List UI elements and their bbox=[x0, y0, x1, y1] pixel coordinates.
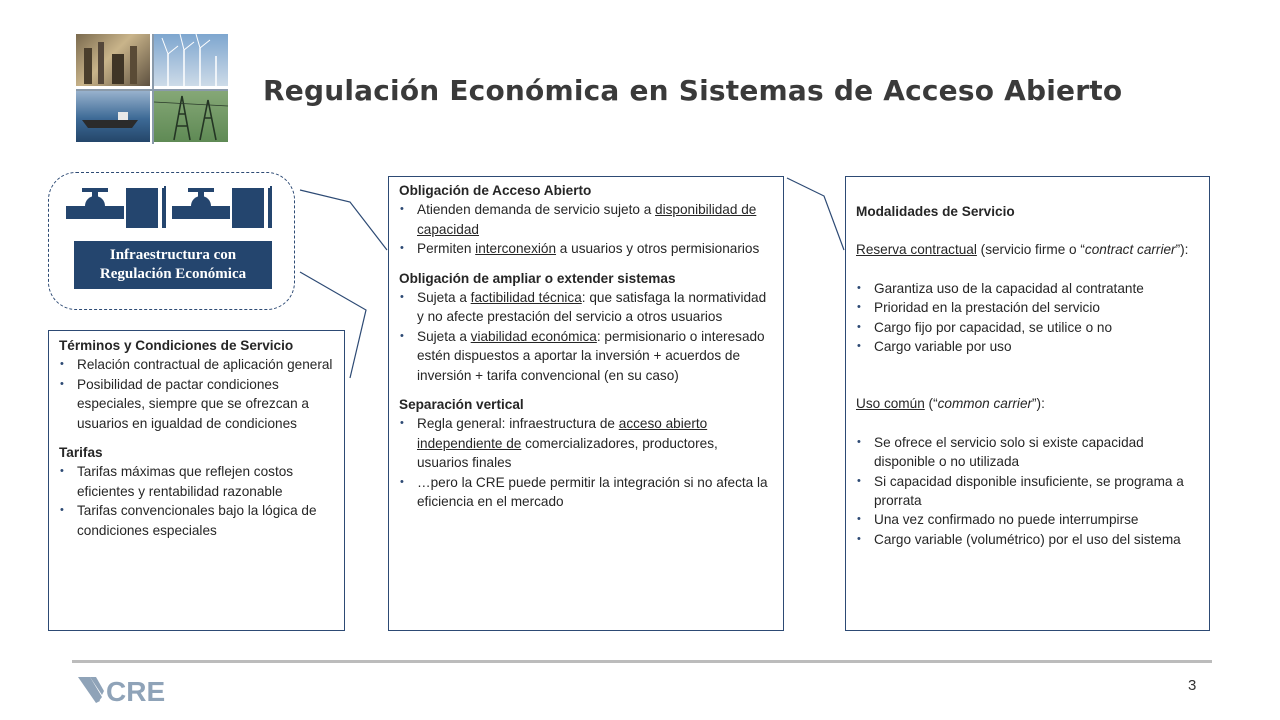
underlined-term: viabilidad económica bbox=[470, 328, 597, 344]
text: : que satisfaga la normatividad y no afecte prestación del servicio a otros usuarios bbox=[417, 290, 767, 325]
service-modalities-box bbox=[845, 176, 1210, 631]
list-item: • Se ofrece el servicio solo si existe capacidad disponible o no utilizada bbox=[856, 433, 1197, 472]
open-access-heading: Obligación de Acceso Abierto bbox=[399, 183, 592, 198]
terms-heading: Términos y Condiciones de Servicio bbox=[59, 338, 294, 353]
tariffs-heading: Tarifas bbox=[59, 445, 103, 461]
reserve-list bbox=[856, 279, 1197, 357]
infrastructure-label-line2: Regulación Económica bbox=[99, 266, 247, 282]
cre-logo-mark bbox=[78, 677, 104, 703]
storage-tank-icon-2 bbox=[232, 186, 272, 228]
page-number: 3 bbox=[1188, 677, 1197, 694]
list-item bbox=[399, 288, 771, 327]
text: Sujeta a bbox=[417, 328, 471, 344]
list-item: • Garantiza uso de la capacidad al contratante bbox=[856, 279, 1197, 298]
italic-term: common carrier bbox=[937, 396, 1033, 412]
list-item: • Cargo variable (volumétrico) por el uso del sistema bbox=[856, 530, 1197, 549]
modalities-heading: Modalidades de Servicio bbox=[856, 204, 1015, 219]
spacer bbox=[856, 260, 1197, 279]
list-item: • Una vez confirmado no puede interrumpirse bbox=[856, 510, 1197, 529]
text: (“ bbox=[924, 396, 938, 412]
spacer bbox=[399, 385, 771, 395]
list-item: • Cargo variable por uso bbox=[856, 337, 1197, 356]
cre-logo-text: CRE bbox=[106, 676, 166, 705]
text: ”): bbox=[1175, 242, 1189, 258]
footer-divider bbox=[72, 660, 1212, 663]
text: Atienden demanda de servicio sujeto a bbox=[417, 202, 656, 218]
list-item: • Tarifas máximas que reflejen costos eficientes y rentabilidad razonable bbox=[59, 462, 334, 501]
common-use-intro bbox=[856, 394, 1197, 413]
text: a usuarios y otros permisionarios bbox=[556, 241, 760, 257]
valve-icon bbox=[66, 188, 124, 219]
underlined-term: disponibilidad de capacidad bbox=[417, 202, 757, 237]
list-item bbox=[399, 414, 771, 472]
spacer bbox=[856, 221, 1197, 240]
spacer bbox=[399, 259, 771, 269]
cre-logo bbox=[78, 675, 188, 705]
text: comercializadores, productores, usuarios finales bbox=[417, 435, 718, 471]
pipeline-icons bbox=[66, 186, 280, 230]
underlined-term: interconexión bbox=[475, 241, 557, 257]
text: Regla general: infraestructura de bbox=[417, 416, 619, 432]
list-item: • Tarifas convencionales bajo la lógica de condiciones especiales bbox=[59, 501, 334, 540]
storage-tank-icon bbox=[126, 186, 166, 228]
terms-and-tariffs-box bbox=[48, 330, 345, 631]
spacer bbox=[856, 356, 1197, 375]
text: ”): bbox=[1032, 396, 1045, 412]
expansion-list bbox=[399, 288, 771, 385]
obligations-box bbox=[388, 176, 784, 631]
vertical-separation-list bbox=[399, 414, 771, 511]
list-item: • Si capacidad disponible insuficiente, se programa a prorrata bbox=[856, 472, 1197, 511]
list-item: • Posibilidad de pactar condiciones especiales, siempre que se ofrezcan a usuarios en igualdad de condiciones bbox=[59, 375, 334, 433]
text: Sujeta a bbox=[417, 290, 471, 306]
italic-term: contract carrier bbox=[1084, 242, 1176, 258]
list-item: • …pero la CRE puede permitir la integración si no afecta la eficiencia en el mercado bbox=[399, 473, 771, 512]
valve-icon-2 bbox=[172, 188, 230, 219]
list-item: • Relación contractual de aplicación general bbox=[59, 355, 334, 374]
spacer bbox=[59, 433, 334, 443]
reserve-intro bbox=[856, 240, 1197, 259]
underlined-term: Reserva contractual bbox=[856, 242, 977, 258]
expansion-heading: Obligación de ampliar o extender sistemas bbox=[399, 270, 676, 286]
infrastructure-label bbox=[74, 241, 272, 289]
infrastructure-label-line1: Infraestructura con bbox=[109, 247, 237, 263]
open-access-list bbox=[399, 200, 771, 258]
spacer bbox=[856, 375, 1197, 394]
terms-list bbox=[59, 355, 334, 433]
vertical-separation-heading: Separación vertical bbox=[399, 397, 524, 413]
list-item bbox=[399, 327, 771, 385]
list-item bbox=[399, 239, 771, 258]
text: (servicio firme o “ bbox=[976, 242, 1085, 258]
spacer bbox=[856, 414, 1197, 433]
underlined-term: Uso común bbox=[856, 396, 925, 412]
list-item: • Prioridad en la prestación del servicio bbox=[856, 298, 1197, 317]
underlined-term: acceso abierto independiente de bbox=[417, 416, 708, 451]
list-item: • Cargo fijo por capacidad, se utilice o no bbox=[856, 318, 1197, 337]
text: Permiten bbox=[417, 241, 476, 257]
common-use-list bbox=[856, 433, 1197, 549]
list-item bbox=[399, 200, 771, 239]
text: : permisionario o interesado estén dispuestos a aportar la inversión + acuerdos de inversión + tarifa convencional (en su caso) bbox=[417, 328, 765, 383]
tariffs-list bbox=[59, 462, 334, 540]
underlined-term: factibilidad técnica bbox=[470, 290, 582, 306]
page-title: Regulación Económica en Sistemas de Acceso Abierto bbox=[263, 74, 1123, 107]
